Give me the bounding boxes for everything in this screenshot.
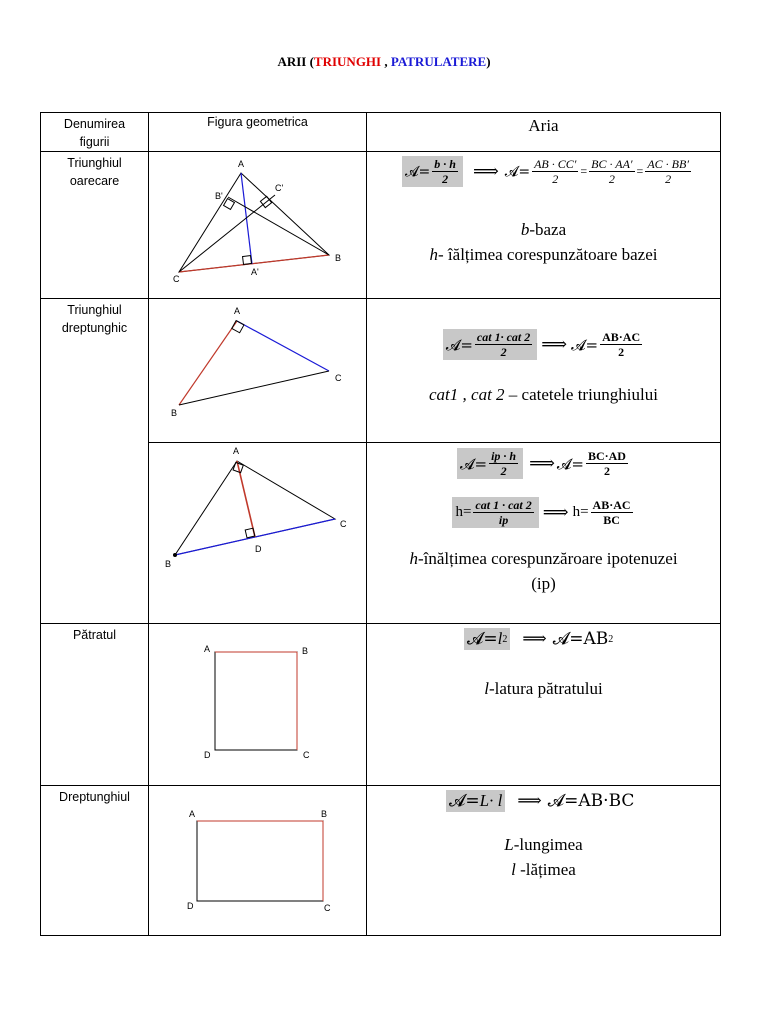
frac-num: cat 1· cat 2 xyxy=(476,330,531,344)
explanation-h xyxy=(367,242,720,267)
fraction-ab-ac-bc xyxy=(591,498,633,527)
document-title xyxy=(0,54,768,70)
square-figure xyxy=(149,624,367,784)
explanation-b xyxy=(367,217,720,242)
area-ab: 𝓐=AB xyxy=(552,629,609,649)
label-a-prime: A' xyxy=(251,267,259,277)
formula-highlight xyxy=(464,628,510,650)
frac-den: ip xyxy=(498,513,509,527)
implies-arrow: ⟹ xyxy=(542,502,569,523)
right-triangle-height-figure xyxy=(149,443,367,623)
area-triunghi-dreptunghic xyxy=(367,299,721,443)
triangle-abc xyxy=(175,461,335,555)
height-symbol: h= xyxy=(455,504,472,520)
header-area: Aria xyxy=(367,113,721,152)
var-h: h xyxy=(409,549,418,568)
frac-num: AB·AC xyxy=(592,498,631,512)
label-c: C xyxy=(173,274,180,284)
explanation-oarecare xyxy=(367,217,720,267)
implies-arrow: ⟹ xyxy=(472,161,499,182)
formula-patratul xyxy=(367,628,720,650)
figure-patratul xyxy=(149,624,367,786)
area-symbol: 𝓐= xyxy=(405,163,431,180)
var-L: L xyxy=(504,835,514,854)
var-h: h xyxy=(429,245,439,264)
text-latura: -latura pătratului xyxy=(488,679,603,698)
frac-den: 2 xyxy=(552,172,559,186)
name-patratul: Pătratul xyxy=(41,624,149,786)
area-symbol: 𝓐= xyxy=(460,454,488,473)
label-b: B xyxy=(335,253,342,263)
area-patratul xyxy=(367,624,721,786)
label-c: C xyxy=(335,373,342,383)
equals-sign: = xyxy=(636,164,644,178)
equals-sign: = xyxy=(580,164,588,178)
label-c: C xyxy=(303,750,310,760)
frac-den: 2 xyxy=(608,172,615,186)
area-ab-bc: 𝓐=AB·BC xyxy=(547,791,635,811)
label-b: B xyxy=(165,559,172,569)
title-suffix: ) xyxy=(486,54,491,69)
frac-den: 2 xyxy=(500,345,507,359)
var-l-l: L· l xyxy=(479,791,503,810)
altitude-bb1 xyxy=(228,197,329,255)
figure-triunghi-dreptunghic xyxy=(149,299,367,443)
row-triunghi-dreptunghic xyxy=(41,299,721,443)
text-lungimea: -lungimea xyxy=(513,835,583,854)
table-header-row xyxy=(41,113,721,152)
header-name xyxy=(41,113,149,152)
height-symbol-2: h= xyxy=(572,504,589,520)
explanation-dreptunghiul xyxy=(367,832,720,882)
area-symbol: 𝓐= xyxy=(445,335,473,354)
title-separator: , xyxy=(381,54,391,69)
formula-highlight xyxy=(457,448,523,479)
text-inaltime: - îălțimea corespunzătoare bazei xyxy=(438,245,658,264)
area-symbol-2: 𝓐= xyxy=(504,163,531,180)
var-catete: cat1 , cat 2 xyxy=(429,385,505,404)
label-a: A xyxy=(204,644,211,654)
area-triunghi-oarecare xyxy=(367,152,721,299)
header-name-line2: figurii xyxy=(79,135,110,149)
fraction-cat-ip xyxy=(473,498,533,527)
rectangle-figure xyxy=(149,786,367,935)
row-patratul xyxy=(41,624,721,786)
frac-den: 2 xyxy=(618,345,625,359)
label-b: B xyxy=(321,809,328,819)
label-b: B xyxy=(302,646,309,656)
area-dreptunghiul xyxy=(367,786,721,936)
exponent: 2 xyxy=(502,633,508,645)
header-name-line1: Denumirea xyxy=(63,117,126,131)
title-prefix: ARII ( xyxy=(277,54,314,69)
formula-highlight xyxy=(443,329,537,360)
var-l: l xyxy=(511,860,516,879)
title-triunghi: TRIUNGHI xyxy=(313,54,382,69)
implies-arrow: ⟹ xyxy=(529,453,555,474)
frac-num: cat 1 · cat 2 xyxy=(475,498,532,512)
scalene-triangle-figure xyxy=(149,152,367,298)
name-triunghi-dreptunghic xyxy=(41,299,149,624)
title-patrulatere: PATRULATERE xyxy=(390,54,487,69)
rectangle-abcd xyxy=(197,821,323,901)
name-dreptunghiul: Dreptunghiul xyxy=(41,786,149,936)
frac-den: 2 xyxy=(500,464,507,478)
formula-dreptunghic xyxy=(367,329,720,360)
label-b: B xyxy=(171,408,178,418)
var-l: l xyxy=(497,629,503,648)
text-latimea: -lățimea xyxy=(515,860,576,879)
label-a: A xyxy=(234,306,241,316)
explanation-lungime xyxy=(367,832,720,857)
right-angle-a1 xyxy=(243,256,252,265)
name-line1: Triunghiul xyxy=(67,303,122,317)
area-symbol-2: 𝓐= xyxy=(571,335,599,354)
frac-num: b · h xyxy=(434,157,456,171)
fraction-cat xyxy=(475,330,532,359)
frac-den: BC xyxy=(603,513,620,527)
frac-den: 2 xyxy=(442,172,449,186)
formula-highlight xyxy=(446,790,505,812)
figure-triunghi-oarecare xyxy=(149,152,367,299)
explanation-dreptunghic xyxy=(367,382,720,407)
area-symbol: 𝓐= xyxy=(467,629,498,649)
fraction-ip-h xyxy=(489,449,518,478)
frac-den: 2 xyxy=(603,464,610,478)
figure-ipotenuza xyxy=(149,443,367,624)
label-c-prime: C' xyxy=(275,183,284,193)
frac-num: BC·AD xyxy=(587,449,626,463)
name-line2: dreptunghic xyxy=(61,321,128,335)
point-b xyxy=(173,553,177,557)
fraction-bc-ad xyxy=(586,449,628,478)
formula-oarecare xyxy=(367,152,720,187)
area-symbol-2: 𝓐= xyxy=(556,454,584,473)
explanation-latime xyxy=(367,857,720,882)
text-catete: – catetele triunghiului xyxy=(504,385,658,404)
implies-arrow: ⟹ xyxy=(522,629,547,649)
frac-num: AB · CC′ xyxy=(534,157,577,171)
area-symbol: 𝓐= xyxy=(449,791,480,811)
formula-dreptunghiul xyxy=(367,790,720,812)
frac-num: AB·AC xyxy=(602,330,641,344)
name-line2: oarecare xyxy=(69,174,120,188)
name-triunghi-oarecare xyxy=(41,152,149,299)
frac-num: BC · AA′ xyxy=(591,157,633,171)
frac-num: ip · h xyxy=(491,449,517,463)
text-ip: (ip) xyxy=(531,574,556,593)
right-triangle-figure xyxy=(149,299,367,442)
label-b-prime: B' xyxy=(215,191,223,201)
var-l: l xyxy=(484,679,489,698)
square-abcd xyxy=(215,652,297,750)
fraction-bc-aa xyxy=(589,157,634,186)
label-d: D xyxy=(204,750,211,760)
areas-table xyxy=(40,112,721,936)
exponent: 2 xyxy=(608,633,614,645)
text-baza: -baza xyxy=(529,220,567,239)
row-dreptunghiul xyxy=(41,786,721,936)
label-d: D xyxy=(187,901,194,911)
area-ipotenuza xyxy=(367,443,721,624)
text-inaltime: -înălțimea corespunzăroare ipotenuzei xyxy=(417,549,678,568)
label-a: A xyxy=(238,159,245,169)
label-c: C xyxy=(324,903,331,913)
implies-arrow: ⟹ xyxy=(541,334,568,355)
cathetus-ac xyxy=(237,321,329,371)
explanation-patratul xyxy=(367,676,720,701)
fraction-ab-cc xyxy=(532,157,578,186)
formula-highlight xyxy=(452,497,538,528)
fraction-ab-ac xyxy=(600,330,642,359)
label-a: A xyxy=(233,446,240,456)
explanation-ipotenuza xyxy=(367,546,720,596)
formula-ipotenuza-area xyxy=(367,448,720,479)
label-c: C xyxy=(340,519,347,529)
frac-num: AC · BB′ xyxy=(647,157,689,171)
fraction-bh xyxy=(432,157,458,186)
row-triunghi-oarecare xyxy=(41,152,721,299)
altitude-cc1 xyxy=(179,195,275,272)
label-d: D xyxy=(255,544,262,554)
cathetus-ab xyxy=(179,321,237,405)
frac-den: 2 xyxy=(665,172,672,186)
formula-ipotenuza-height xyxy=(367,497,720,528)
label-a: A xyxy=(189,809,196,819)
implies-arrow: ⟹ xyxy=(517,791,542,811)
name-line1: Triunghiul xyxy=(67,156,122,170)
figure-dreptunghiul xyxy=(149,786,367,936)
var-b: b xyxy=(520,220,530,239)
explanation-h xyxy=(367,546,720,571)
header-figure: Figura geometrica xyxy=(149,113,367,152)
hypotenuse-bc xyxy=(179,371,329,405)
formula-highlight xyxy=(402,156,463,187)
fraction-ac-bb xyxy=(645,157,691,186)
